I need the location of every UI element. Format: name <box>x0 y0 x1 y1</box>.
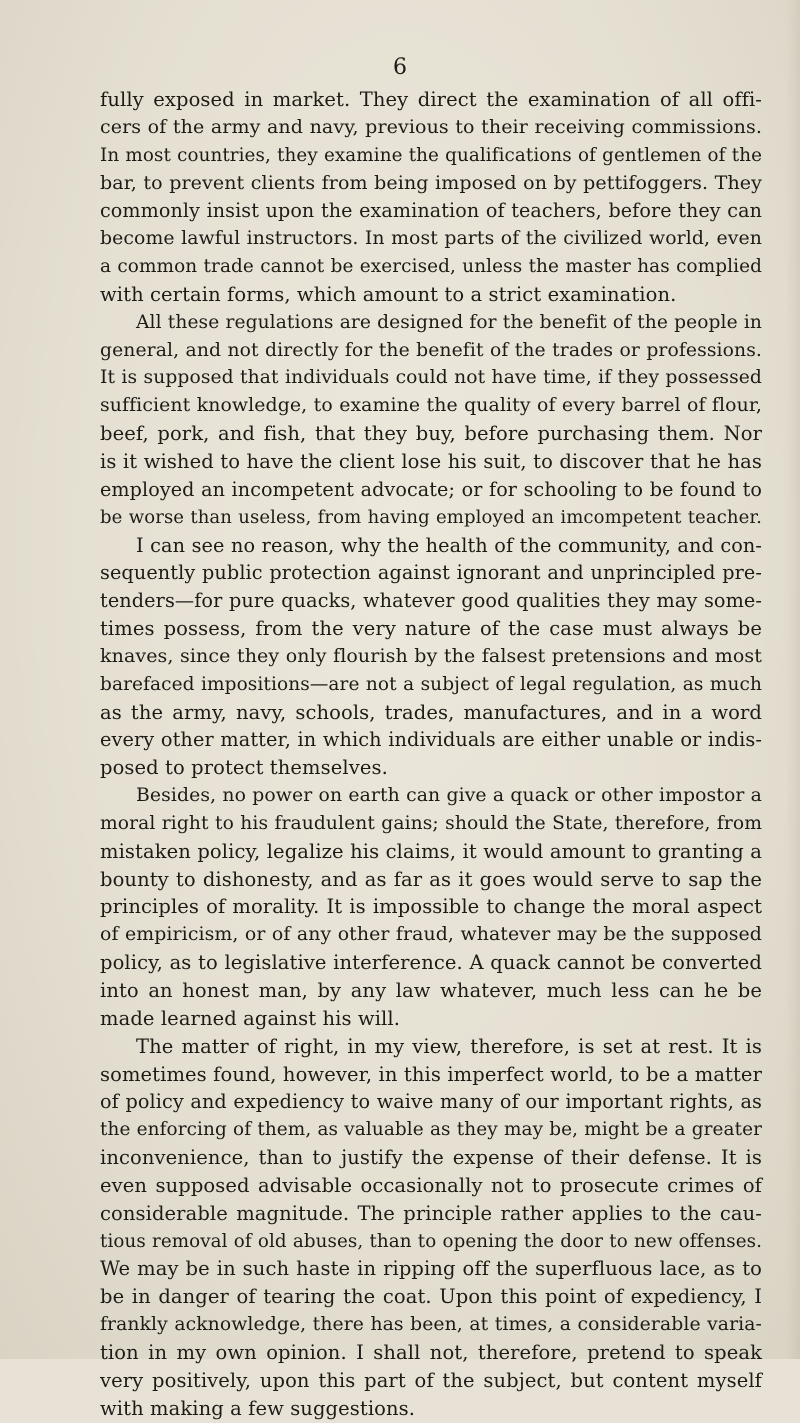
text-line: posed to protect themselves. <box>100 756 388 780</box>
text-line: fully exposed in market. They direct the examination of all offi- <box>100 88 762 111</box>
text-line: with certain forms, which amount to a strict examination. <box>100 282 677 306</box>
text-line: become lawful instructors. In most parts of the civilized world, even <box>100 228 762 250</box>
paragraph-start-line: The matter of right, in my view, therefore, is set at rest. It is <box>136 1034 762 1058</box>
text-line: as the army, navy, schools, trades, manufactures, and in a word <box>100 700 762 724</box>
text-line: of empiricism, or of any other fraud, whatever may be the supposed <box>100 923 762 946</box>
text-line: beef, pork, and fish, that they buy, before purchasing them. Nor <box>100 422 762 446</box>
page-number: 6 <box>393 55 407 80</box>
text-line: every other matter, in which individuals are either unable or indis- <box>100 728 762 752</box>
body-text <box>100 86 762 1423</box>
text-line: general, and not directly for the benefit of the trades or professions. <box>100 339 762 361</box>
paragraph-start-line: I can see no reason, why the health of the community, and con- <box>136 533 762 557</box>
text-line: cers of the army and navy, previous to their receiving commissions. <box>100 115 762 138</box>
text-line: made learned against his will. <box>100 1006 401 1030</box>
text-line: tion in my own opinion. I shall not, therefore, pretend to speak <box>100 1340 762 1364</box>
text-line: bar, to prevent clients from being imposed on by pettifoggers. They <box>100 171 762 194</box>
text-line: moral right to his fraudulent gains; should the State, therefore, from <box>100 812 762 834</box>
text-line: considerable magnitude. The principle rather applies to the cau- <box>100 1201 762 1225</box>
text-line: In most countries, they examine the qualifications of gentlemen of the <box>100 144 762 166</box>
text-line: knaves, since they only flourish by the falsest pretensions and most <box>100 644 762 667</box>
text-line: principles of morality. It is impossible to change the moral aspect <box>100 895 762 919</box>
text-line: be worse than useless, from having employed an imcompetent teacher. <box>100 506 762 528</box>
text-line: with making a few suggestions. <box>100 1396 416 1420</box>
text-line: into an honest man, by any law whatever, much less can he be <box>100 979 762 1002</box>
text-line: It is supposed that individuals could not have time, if they possessed <box>100 367 762 389</box>
text-line: sufficient knowledge, to examine the quality of every barrel of flour, <box>100 394 762 417</box>
paragraph-start-line: All these regulations are designed for the benefit of the people in <box>136 311 762 333</box>
text-line: the enforcing of them, as valuable as they may be, might be a greater <box>100 1119 762 1141</box>
text-line: mistaken policy, legalize his claims, it would amount to granting a <box>100 839 762 863</box>
text-line: barefaced impositions—are not a subject of legal regulation, as much <box>100 673 762 695</box>
text-line: times possess, from the very nature of the case must always be <box>100 617 762 641</box>
paragraph-start-line: Besides, no power on earth can give a quack or other impostor a <box>136 785 762 807</box>
text-line: very positively, upon this part of the subject, but content myself <box>100 1368 762 1392</box>
text-line: be in danger of tearing the coat. Upon this point of expediency, I <box>100 1285 762 1309</box>
text-line: a common trade cannot be exercised, unless the master has complied <box>100 256 762 278</box>
text-line: We may be in such haste in ripping off the superfluous lace, as to <box>100 1257 762 1281</box>
text-line: employed an incompetent advocate; or for schooling to be found to <box>100 477 762 501</box>
text-line: sometimes found, however, in this imperfect world, to be a matter <box>100 1062 762 1086</box>
page-edge-shadow <box>786 0 800 1359</box>
text-line: policy, as to legislative interference. A quack cannot be converted <box>100 951 762 975</box>
text-line: inconvenience, than to justify the expense of their defense. It is <box>100 1146 762 1170</box>
text-line: is it wished to have the client lose his suit, to discover that he has <box>100 449 762 473</box>
text-line: of policy and expediency to waive many of our important rights, as <box>100 1090 762 1114</box>
text-line: sequently public protection against ignorant and unprincipled pre- <box>100 561 762 585</box>
text-line: tenders—for pure quacks, whatever good qualities they may some- <box>100 589 762 613</box>
text-line: frankly acknowledge, there has been, at times, a considerable varia- <box>100 1314 762 1336</box>
text-line: commonly insist upon the examination of teachers, before they can <box>100 199 762 223</box>
text-line: tious removal of old abuses, than to opening the door to new offenses. <box>100 1230 762 1252</box>
text-line: even supposed advisable occasionally not to prosecute crimes of <box>100 1173 762 1197</box>
text-line: bounty to dishonesty, and as far as it goes would serve to sap the <box>100 867 762 891</box>
